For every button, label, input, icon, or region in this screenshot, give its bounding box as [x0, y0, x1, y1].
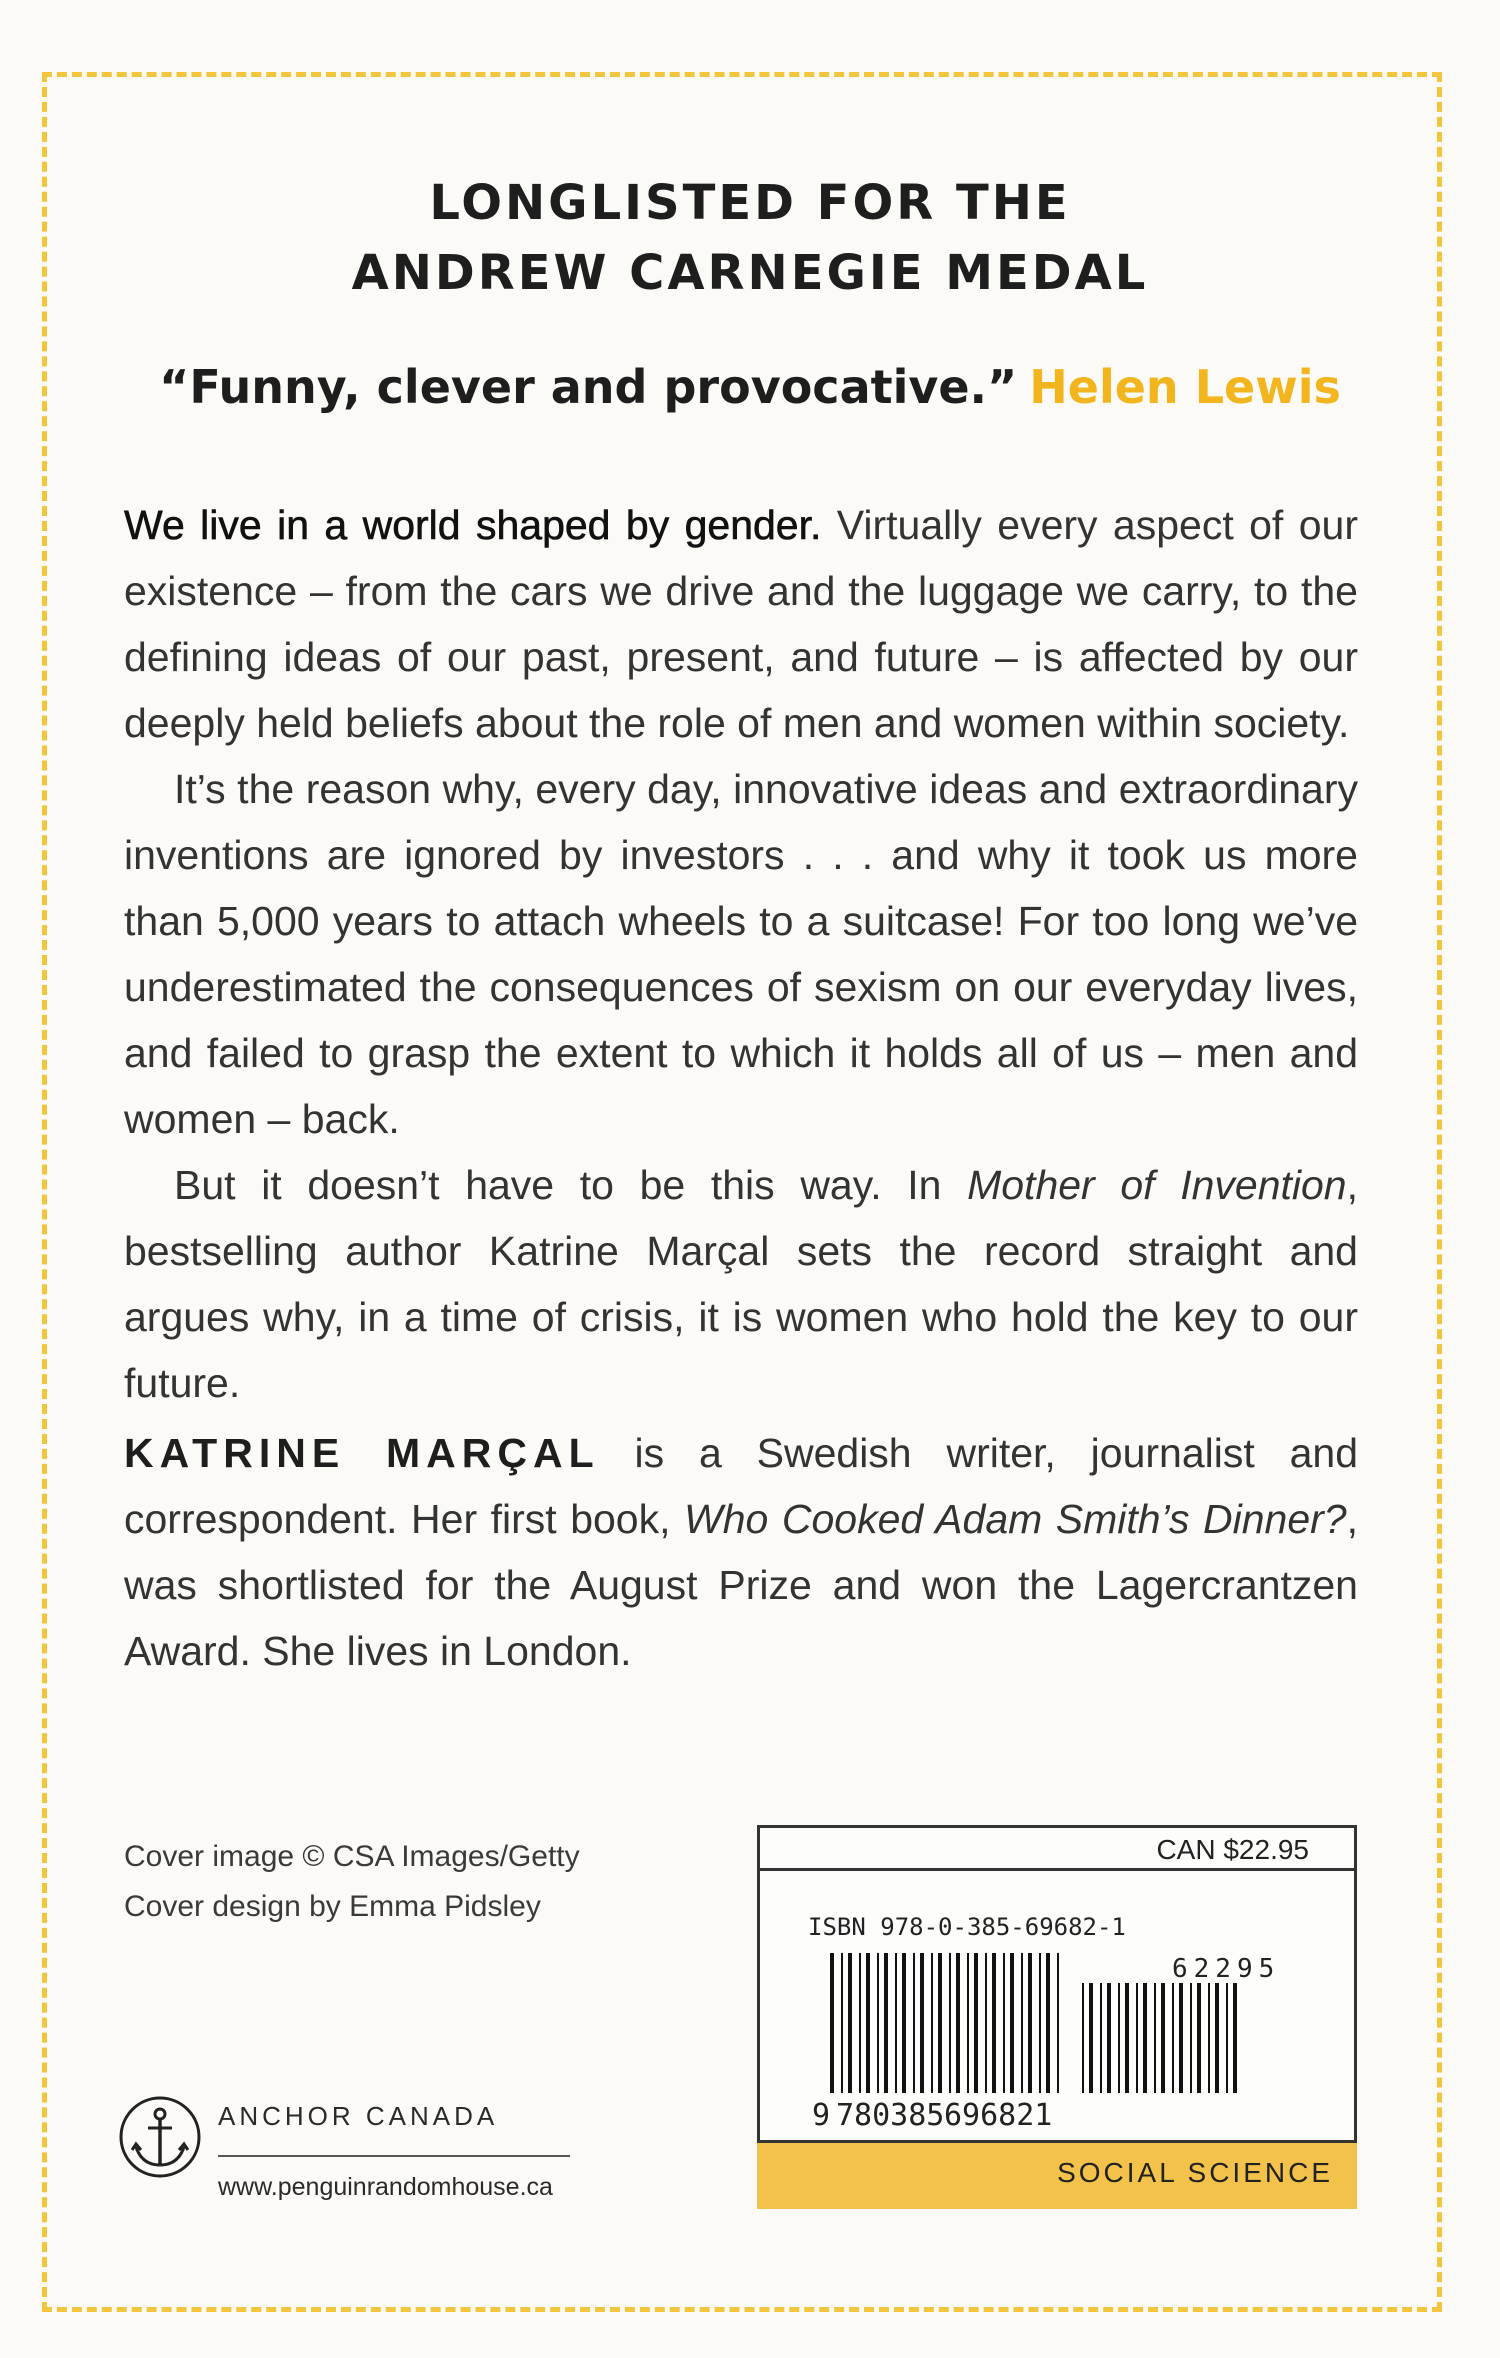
isbn: ISBN 978-0-385-69682-1 [808, 1913, 1126, 1941]
barcode-bar [1190, 1983, 1192, 2093]
barcode-bar [1172, 1983, 1174, 2093]
quote-text: “Funny, clever and provocative.” [159, 360, 1018, 414]
barcode-bar [985, 1953, 987, 2093]
barcode-bar [967, 1953, 969, 2093]
barcode-bar [1010, 1953, 1014, 2093]
barcode-bar [1136, 1983, 1138, 2093]
blurb-p1-text: Virtually every aspect of our existence – from the cars we drive and the luggage we carry, to the defining ideas of our past, present, and future – is affected by our deeply held beliefs about the role of men and women within society. [124, 502, 1358, 746]
barcode-bar [1215, 1983, 1219, 2093]
barcode-bar [1233, 1983, 1237, 2093]
barcode-bar [877, 1953, 879, 2093]
price: CAN $22.95 [1156, 1834, 1309, 1865]
barcode-bar [848, 1953, 852, 2093]
previous-book-title: Who Cooked Adam Smith’s Dinner? [684, 1496, 1347, 1542]
barcode-bar [992, 1953, 996, 2093]
barcode-bar [895, 1953, 897, 2093]
barcode-bar [1125, 1983, 1129, 2093]
barcode-bar [866, 1953, 870, 2093]
publisher-divider [218, 2155, 570, 2157]
barcode-bar [913, 1953, 915, 2093]
headline-line-2: ANDREW CARNEGIE MEDAL [351, 245, 1149, 301]
blurb-p3-a: But it doesn’t have to be this way. In [174, 1162, 968, 1208]
barcode-digits-right: 696821 [944, 2098, 1053, 2133]
barcode-bar [1161, 1983, 1165, 2093]
award-headline [0, 168, 1500, 308]
author-name: KATRINE MARÇAL [124, 1430, 600, 1476]
addon-barcode-bars [1082, 1983, 1237, 2093]
anchor-icon [118, 2095, 202, 2179]
publisher-block [118, 2095, 578, 2215]
barcode-bar [1003, 1953, 1005, 2093]
barcode-bar [1082, 1983, 1084, 2093]
blurb-lead: We live in a world shaped by gender. [124, 502, 822, 548]
main-barcode-bars [830, 1953, 1059, 2093]
blurb [124, 492, 1358, 1416]
author-bio [124, 1420, 1358, 1684]
barcode-bar [1226, 1983, 1228, 2093]
barcode-bar [1089, 1983, 1093, 2093]
blurb-paragraph-3 [124, 1152, 1358, 1416]
headline-line-1: LONGLISTED FOR THE [429, 175, 1071, 231]
barcode-bar [902, 1953, 906, 2093]
barcode-bar [1154, 1983, 1156, 2093]
barcode-bar [956, 1953, 960, 2093]
barcode-bar [859, 1953, 861, 2093]
barcode-bar [884, 1953, 888, 2093]
barcode-bar [1143, 1983, 1147, 2093]
cover-design-credit: Cover design by Emma Pidsley [124, 1890, 541, 1923]
price-divider [760, 1868, 1354, 1871]
barcode-bar [931, 1953, 933, 2093]
author-bio-b: , was shortlisted for the August Prize and won the Lagercrantzen Award. She lives in London. [124, 1496, 1358, 1674]
barcode-bar [974, 1953, 978, 2093]
book-title: Mother of Invention [967, 1162, 1347, 1208]
barcode-bar [1118, 1983, 1120, 2093]
blurb-p3-b: , bestselling author Katrine Marçal sets the record straight and argues why, in a time of crisis, it is women who hold the key to our future. [124, 1162, 1359, 1406]
barcode-bar [1039, 1953, 1041, 2093]
addon-digits: 62295 [1172, 1954, 1281, 1984]
barcode-bar [841, 1953, 843, 2093]
barcode-box [757, 1825, 1357, 2143]
publisher-url: www.penguinrandomhouse.ca [218, 2173, 553, 2201]
barcode-bar [1057, 1953, 1059, 2093]
barcode-bar [1208, 1983, 1210, 2093]
blurb-paragraph-1 [124, 492, 1358, 756]
barcode-digit-first: 9 [812, 2098, 831, 2133]
quote-attribution: Helen Lewis [1029, 360, 1341, 414]
barcode-bar [1179, 1983, 1183, 2093]
barcode-bar [1197, 1983, 1201, 2093]
review-quote [0, 360, 1500, 414]
barcode-bar [1100, 1983, 1102, 2093]
barcode-bar [1107, 1983, 1111, 2093]
barcode-bar [1046, 1953, 1050, 2093]
barcode-graphic [810, 1953, 1350, 2133]
blurb-paragraph-2: It’s the reason why, every day, innovative ideas and extraordinary inventions are ignored by investors . . . and why it took us more than 5,000 years to attach wheels to a suitcase! For too long we’ve underestimated the consequences of sexism on our everyday lives, and failed to grasp the extent to which it holds all of us – men and women – back. [124, 766, 1358, 1142]
cover-image-credit: Cover image © CSA Images/Getty [124, 1840, 580, 1873]
cover-credits [124, 1832, 580, 1932]
barcode-digits-left: 780385 [836, 2098, 945, 2133]
category-label: SOCIAL SCIENCE [1057, 2157, 1333, 2188]
barcode-bar [920, 1953, 924, 2093]
barcode-bar [1028, 1953, 1032, 2093]
barcode-bar [830, 1953, 834, 2093]
barcode-bar [1021, 1953, 1023, 2093]
publisher-name: ANCHOR CANADA [218, 2101, 499, 2131]
barcode [810, 1953, 1350, 2133]
category-band [757, 2143, 1357, 2209]
barcode-bar [938, 1953, 942, 2093]
barcode-bar [949, 1953, 951, 2093]
author-bio-a: is a Swedish writer, journalist and correspondent. Her first book, [124, 1430, 1359, 1542]
